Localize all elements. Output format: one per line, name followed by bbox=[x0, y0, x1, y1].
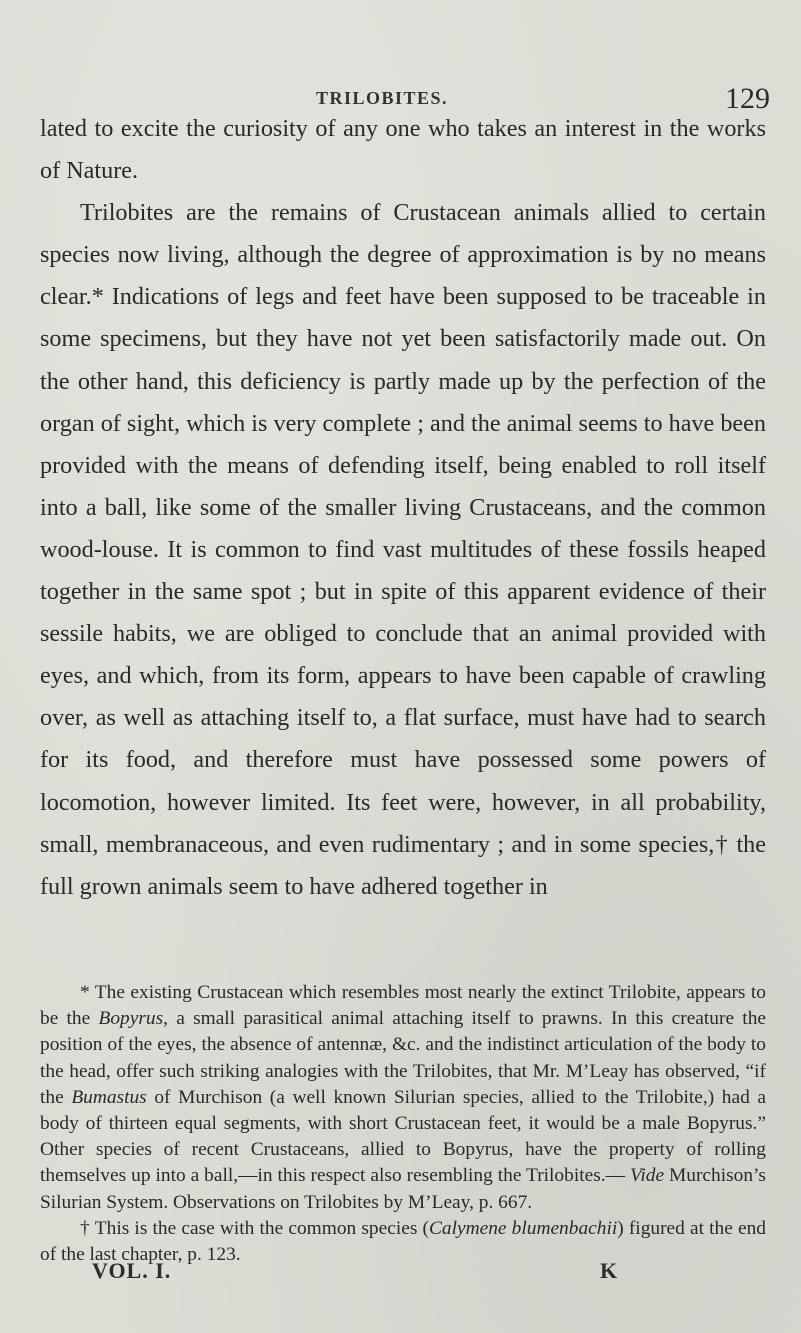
page-number: 129 bbox=[725, 82, 770, 115]
footnote-text: † This is the case with the common species ( bbox=[80, 1217, 429, 1239]
footnote-italic-term: Bumastus bbox=[71, 1086, 147, 1108]
footnote-italic-term: Bopyrus bbox=[98, 1008, 164, 1030]
main-paragraph: Trilobites are the remains of Crustacean animals allied to certain species now living, although the degree of approximation is by no means clear.* Indications of legs and feet have been supposed to be traceable in some specimens, but they have not yet been satisfactorily made out. On the other hand, this deficiency is partly made up by the perfection of the organ of sight, which is very complete ; and the animal seems to have been provided with the means of defending itself, being enabled to roll itself into a ball, like some of the smaller living Crustaceans, and the common wood-louse. It is common to find vast multitudes of these fossils heaped together in the same spot ; but in spite of this apparent evidence of their sessile habits, we are obliged to conclude that an animal provided with eyes, and which, from its form, appears to have been capable of crawling over, as well as attaching itself to, a flat surface, must have had to search for its food, and therefore must have possessed some powers of locomotion, however limited. Its feet were, however, in all probability, small, membranaceous, and even rudimentary ; and in some species,† the full grown animals seem to have adhered together in bbox=[40, 199, 766, 900]
footnote-italic-term: Vide bbox=[629, 1165, 665, 1187]
continuation-paragraph: lated to excite the curiosity of any one who takes an interest in the works of Nature. bbox=[40, 115, 766, 185]
sheet-letter: K bbox=[600, 1258, 618, 1283]
body-text bbox=[40, 108, 766, 908]
footnotes bbox=[40, 980, 766, 1268]
footnote-text: of Murchison (a well known Silurian species, allied to the Trilobite,) had a body of thirteen equal segments, with short Crustacean feet, it would be a male Bopyrus.” Other species of recent Crustaceans, allied to Bopyrus, have the property of rolling themselves up into a ball,—in this respect also resembling the Trilobites.— bbox=[40, 1086, 766, 1187]
footnote-italic-term: Calymene blumenbachii bbox=[428, 1217, 618, 1239]
footnote-bopyrus bbox=[40, 980, 766, 1216]
footnote-text: ) figured at the end of the last chapter, p. 123. bbox=[40, 1217, 766, 1266]
footnote-text: , a small parasitical animal attaching itself to prawns. In this creature the position of the eyes, the absence of antennæ, &c. and the indistinct articulation of the body to the head, offer such striking analogies with the Trilobites, that Mr. M’Leay has observed, “if the bbox=[40, 1008, 766, 1108]
volume-signature: VOL. I. bbox=[92, 1258, 172, 1283]
footnote-text: Murchison’s Silurian System. Observations on Trilobites by M’Leay, p. 667. bbox=[40, 1165, 766, 1213]
signature-line bbox=[0, 1258, 801, 1288]
running-title: TRILOBITES. bbox=[316, 88, 449, 108]
footnote-text: * The existing Crustacean which resembles most nearly the extinct Trilobite, appears to be the bbox=[40, 982, 766, 1030]
